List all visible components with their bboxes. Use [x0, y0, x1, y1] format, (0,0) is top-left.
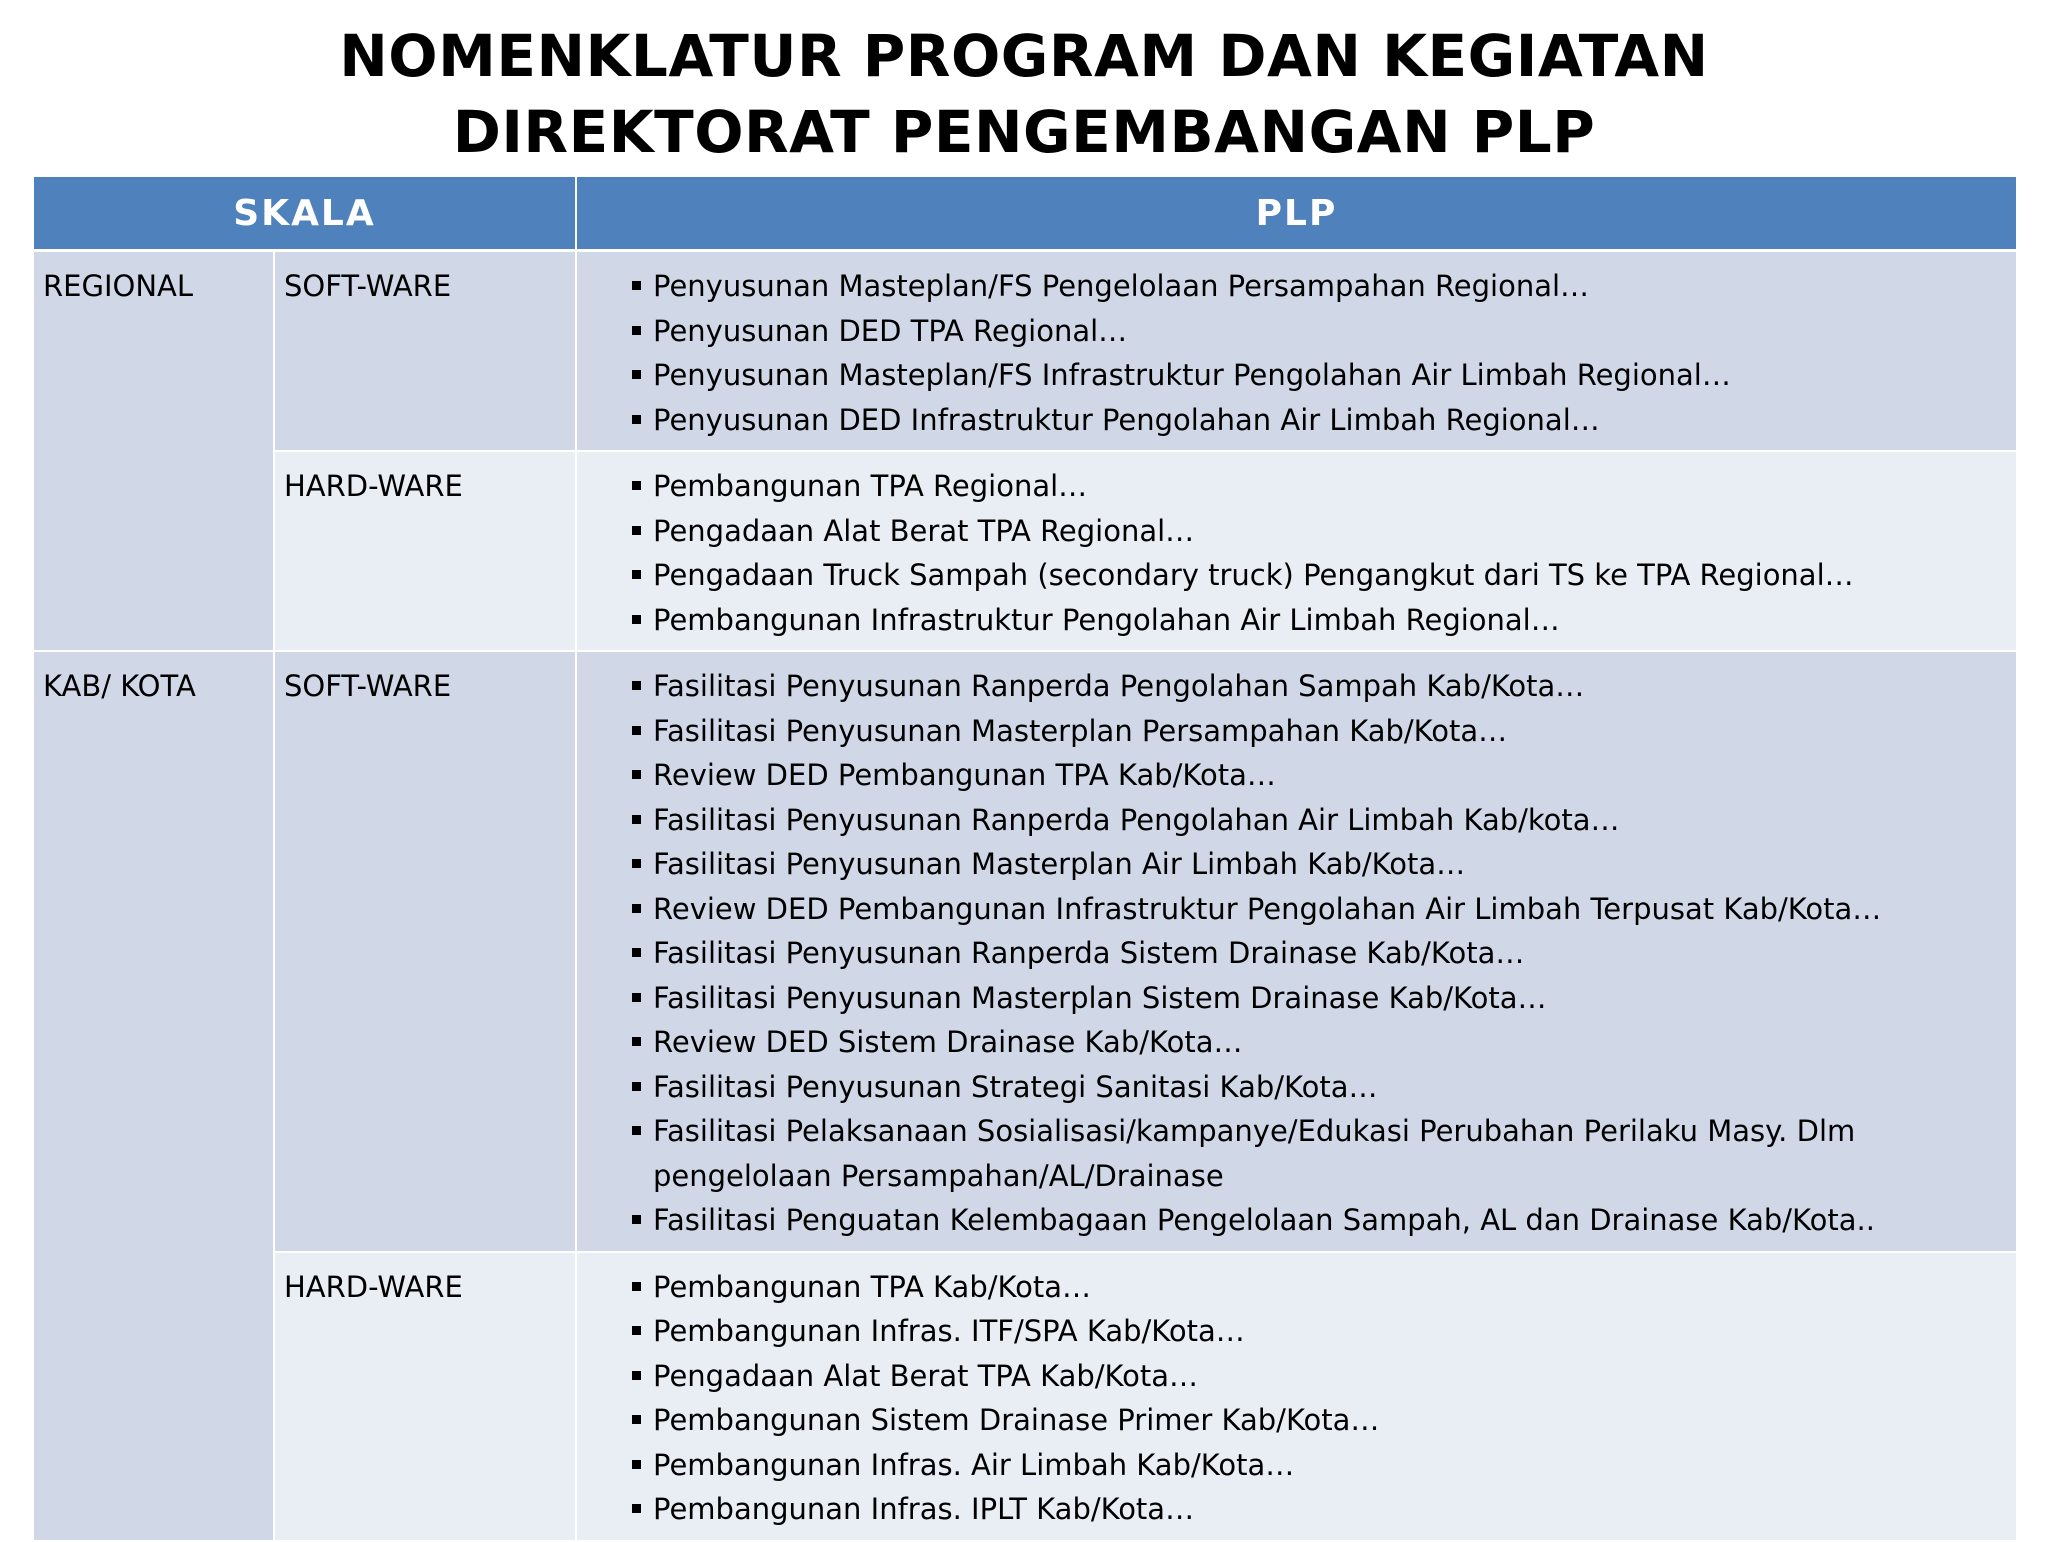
list-item: Pembangunan Infras. IPLT Kab/Kota… [632, 1487, 2008, 1532]
list-item: Fasilitasi Penyusunan Ranperda Pengolahan Sampah Kab/Kota… [632, 664, 2008, 709]
list-item: Pengadaan Alat Berat TPA Regional… [632, 509, 2008, 554]
activity-cell [576, 651, 2016, 1252]
activity-list [586, 664, 2008, 1243]
type-cell: SOFT-WARE [274, 251, 576, 452]
activity-list [586, 264, 2008, 442]
type-cell: SOFT-WARE [274, 651, 576, 1252]
slide-title-line-1: NOMENKLATUR PROGRAM DAN KEGIATAN [339, 22, 1709, 90]
list-item: Penyusunan Masteplan/FS Pengelolaan Persampahan Regional… [632, 264, 2008, 309]
list-item: Fasilitasi Penyusunan Ranperda Sistem Drainase Kab/Kota… [632, 931, 2008, 976]
list-item: Pembangunan Sistem Drainase Primer Kab/Kota… [632, 1398, 2008, 1443]
activity-cell [576, 251, 2016, 452]
list-item: Fasilitasi Penyusunan Masterplan Persampahan Kab/Kota… [632, 709, 2008, 754]
list-item: Pembangunan TPA Kab/Kota… [632, 1265, 2008, 1310]
scale-cell-regional: REGIONAL [34, 251, 274, 652]
list-item: Fasilitasi Pelaksanaan Sosialisasi/kampanye/Edukasi Perubahan Perilaku Masy. Dlm pengelolaan Persampahan/AL/Drainase [632, 1109, 2008, 1198]
header-skala: SKALA [34, 177, 576, 251]
table-row [34, 451, 2016, 651]
list-item: Penyusunan Masteplan/FS Infrastruktur Pengolahan Air Limbah Regional… [632, 353, 2008, 398]
table-row [34, 651, 2016, 1252]
activity-list [586, 1265, 2008, 1532]
list-item: Fasilitasi Penyusunan Masterplan Air Limbah Kab/Kota… [632, 842, 2008, 887]
slide-title-line-2: DIREKTORAT PENGEMBANGAN PLP [452, 98, 1596, 166]
list-item: Pembangunan Infras. ITF/SPA Kab/Kota… [632, 1309, 2008, 1354]
table-header-row [34, 177, 2016, 251]
activity-list [586, 464, 2008, 642]
list-item: Pembangunan TPA Regional… [632, 464, 2008, 509]
list-item: Pengadaan Truck Sampah (secondary truck) Pengangkut dari TS ke TPA Regional… [632, 553, 2008, 598]
list-item: Penyusunan DED Infrastruktur Pengolahan Air Limbah Regional… [632, 398, 2008, 443]
nomenclature-table [34, 177, 2016, 1542]
list-item: Fasilitasi Penyusunan Masterplan Sistem Drainase Kab/Kota… [632, 976, 2008, 1021]
type-cell: HARD-WARE [274, 1252, 576, 1541]
activity-cell [576, 451, 2016, 651]
activity-cell [576, 1252, 2016, 1541]
list-item: Penyusunan DED TPA Regional… [632, 309, 2008, 354]
list-item: Fasilitasi Penguatan Kelembagaan Pengelolaan Sampah, AL dan Drainase Kab/Kota.. [632, 1198, 2008, 1243]
list-item: Review DED Sistem Drainase Kab/Kota… [632, 1020, 2008, 1065]
list-item: Pembangunan Infrastruktur Pengolahan Air Limbah Regional… [632, 598, 2008, 643]
list-item: Review DED Pembangunan Infrastruktur Pengolahan Air Limbah Terpusat Kab/Kota… [632, 887, 2008, 932]
list-item: Pembangunan Infras. Air Limbah Kab/Kota… [632, 1443, 2008, 1488]
table-row [34, 251, 2016, 452]
list-item: Pengadaan Alat Berat TPA Kab/Kota… [632, 1354, 2008, 1399]
list-item: Fasilitasi Penyusunan Strategi Sanitasi Kab/Kota… [632, 1065, 2008, 1110]
type-cell: HARD-WARE [274, 451, 576, 651]
header-plp: PLP [576, 177, 2016, 251]
list-item: Fasilitasi Penyusunan Ranperda Pengolahan Air Limbah Kab/kota… [632, 798, 2008, 843]
slide-title [0, 18, 2048, 170]
list-item: Review DED Pembangunan TPA Kab/Kota… [632, 753, 2008, 798]
scale-cell-kab-kota: KAB/ KOTA [34, 651, 274, 1541]
table-row [34, 1252, 2016, 1541]
